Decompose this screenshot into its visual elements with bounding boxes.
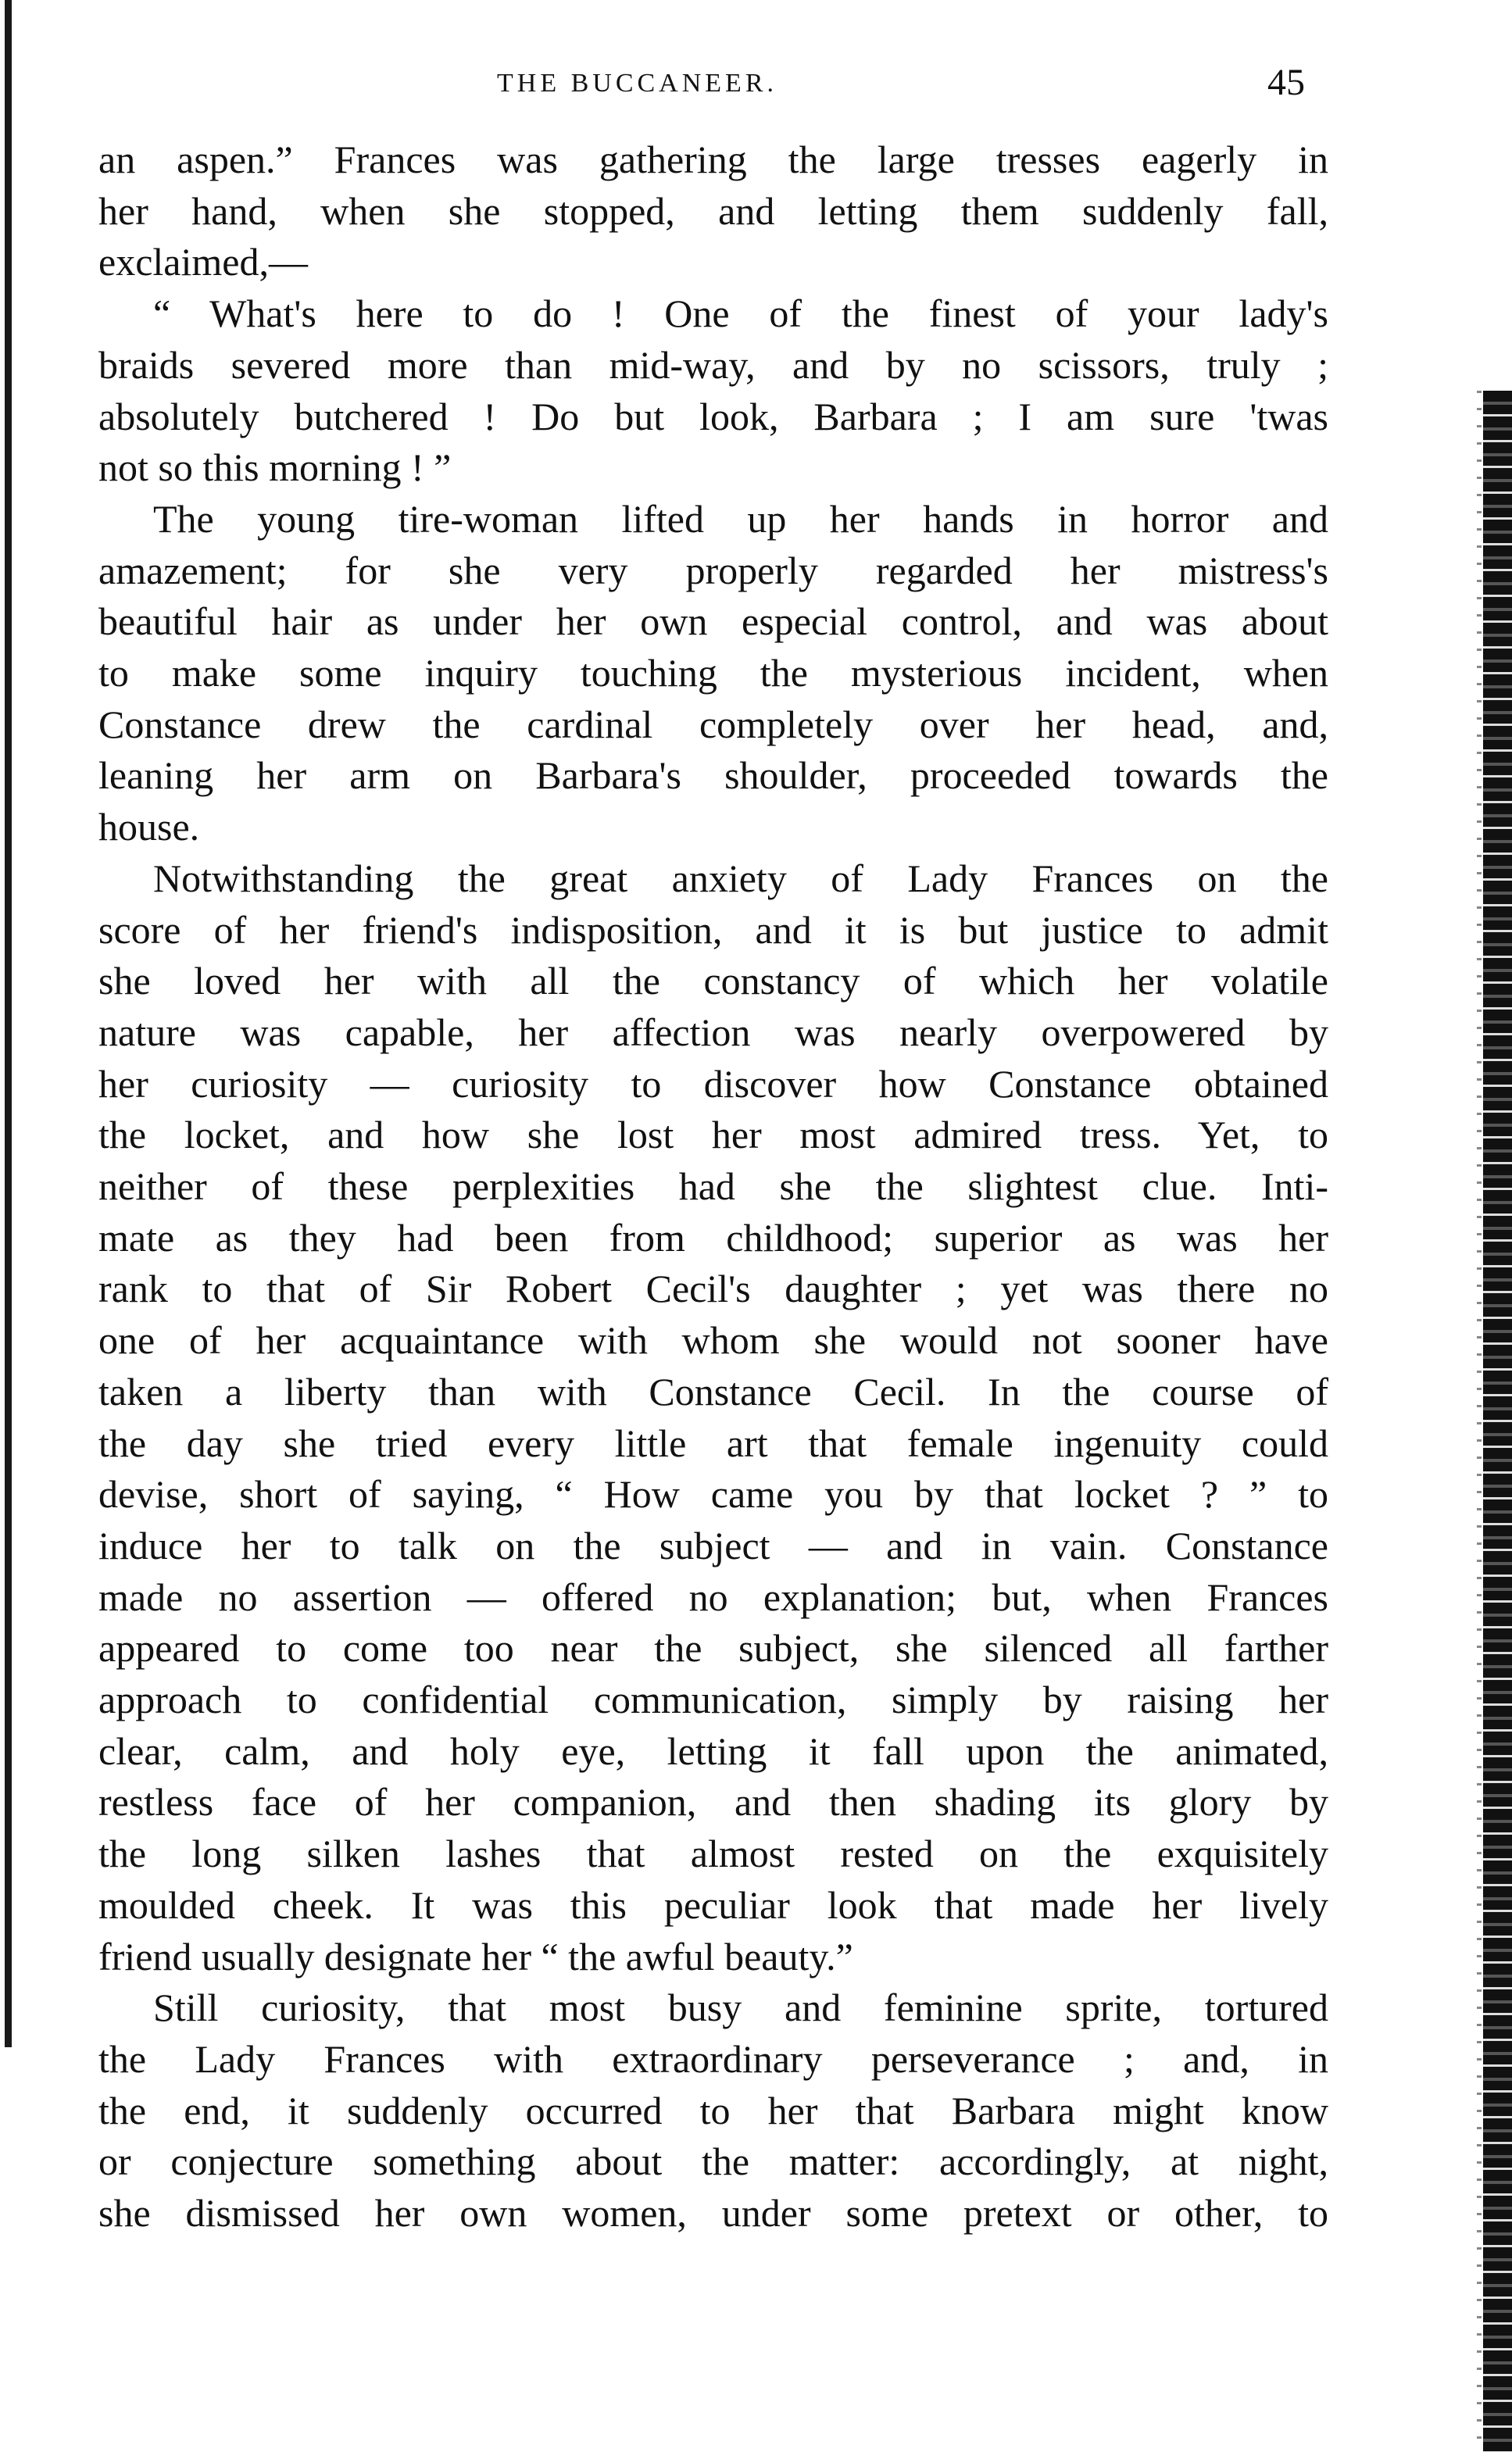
text-line: neither of these perplexities had she the slightest clue. Inti- bbox=[98, 1164, 1328, 1208]
page-binding-edge bbox=[5, 0, 12, 2047]
text-line: The young tire-woman lifted up her hands in horror and bbox=[153, 496, 1328, 541]
text-line: not so this morning ! ” bbox=[98, 445, 452, 490]
page-stack-edge bbox=[1483, 391, 1512, 2452]
text-line: “ What's here to do ! One of the finest of your lady's bbox=[153, 291, 1328, 336]
page-number: 45 bbox=[1267, 62, 1305, 103]
text-line: leaning her arm on Barbara's shoulder, proceeded towards the bbox=[98, 753, 1328, 798]
text-line: or conjecture something about the matter: accordingly, at night, bbox=[98, 2139, 1328, 2184]
text-line: the Lady Frances with extraordinary perseverance ; and, in bbox=[98, 2036, 1328, 2081]
text-line: she loved her with all the constancy of which her volatile bbox=[98, 959, 1328, 1003]
text-line: made no assertion — offered no explanation; but, when Frances bbox=[98, 1574, 1328, 1619]
text-line: Still curiosity, that most busy and feminine sprite, tortured bbox=[153, 1986, 1328, 2030]
text-line: restless face of her companion, and then shading its glory by bbox=[98, 1780, 1328, 1825]
text-line: Notwithstanding the great anxiety of Lady Frances on the bbox=[153, 856, 1328, 900]
text-line: devise, short of saying, “ How came you by that locket ? ” to bbox=[98, 1472, 1328, 1517]
page-stack-edge-shadow bbox=[1477, 391, 1482, 2452]
text-line: nature was capable, her affection was nearly overpowered by bbox=[98, 1010, 1328, 1054]
text-line: the day she tried every little art that female ingenuity could bbox=[98, 1421, 1328, 1465]
text-line: induce her to talk on the subject — and in vain. Constance bbox=[98, 1523, 1328, 1567]
text-line: she dismissed her own women, under some pretext or other, to bbox=[98, 2191, 1328, 2235]
text-line: the end, it suddenly occurred to her that Barbara might know bbox=[98, 2088, 1328, 2132]
text-line: moulded cheek. It was this peculiar look that made her lively bbox=[98, 1882, 1328, 1927]
text-line: rank to that of Sir Robert Cecil's daughter ; yet was there no bbox=[98, 1267, 1328, 1311]
text-line: an aspen.” Frances was gathering the large tresses eagerly in bbox=[98, 138, 1328, 181]
text-line: Constance drew the cardinal completely over her head, and, bbox=[98, 702, 1328, 746]
text-line: the long silken lashes that almost rested on the exquisitely bbox=[98, 1832, 1328, 1876]
text-line: exclaimed,— bbox=[98, 240, 308, 284]
text-line: amazement; for she very properly regarded her mistress's bbox=[98, 548, 1328, 592]
text-line: appeared to come too near the subject, she silenced all farther bbox=[98, 1626, 1328, 1671]
text-line: to make some inquiry touching the mysterious incident, when bbox=[98, 651, 1328, 695]
text-line: house. bbox=[98, 805, 200, 849]
text-line: her hand, when she stopped, and letting them suddenly fall, bbox=[98, 188, 1328, 233]
text-line: the locket, and how she lost her most admired tress. Yet, to bbox=[98, 1113, 1328, 1157]
text-line: absolutely butchered ! Do but look, Barbara ; I am sure 'twas bbox=[98, 394, 1328, 438]
text-line: clear, calm, and holy eye, letting it fall upon the animated, bbox=[98, 1728, 1328, 1773]
text-line: score of her friend's indisposition, and it is but justice to admit bbox=[98, 907, 1328, 952]
text-line: braids severed more than mid-way, and by no scissors, truly ; bbox=[98, 342, 1328, 387]
text-line: friend usually designate her “ the awful beauty.” bbox=[98, 1934, 853, 1978]
text-line: her curiosity — curiosity to discover how Constance obtained bbox=[98, 1061, 1328, 1106]
text-line: approach to confidential communication, simply by raising her bbox=[98, 1678, 1328, 1721]
text-line: mate as they had been from childhood; superior as was her bbox=[98, 1215, 1328, 1260]
text-line: beautiful hair as under her own especial control, and was about bbox=[98, 599, 1328, 644]
text-line: one of her acquaintance with whom she would not sooner have bbox=[98, 1318, 1328, 1363]
running-title: THE BUCCANEER. bbox=[497, 69, 777, 98]
text-line: taken a liberty than with Constance Cecil. In the course of bbox=[98, 1369, 1328, 1414]
